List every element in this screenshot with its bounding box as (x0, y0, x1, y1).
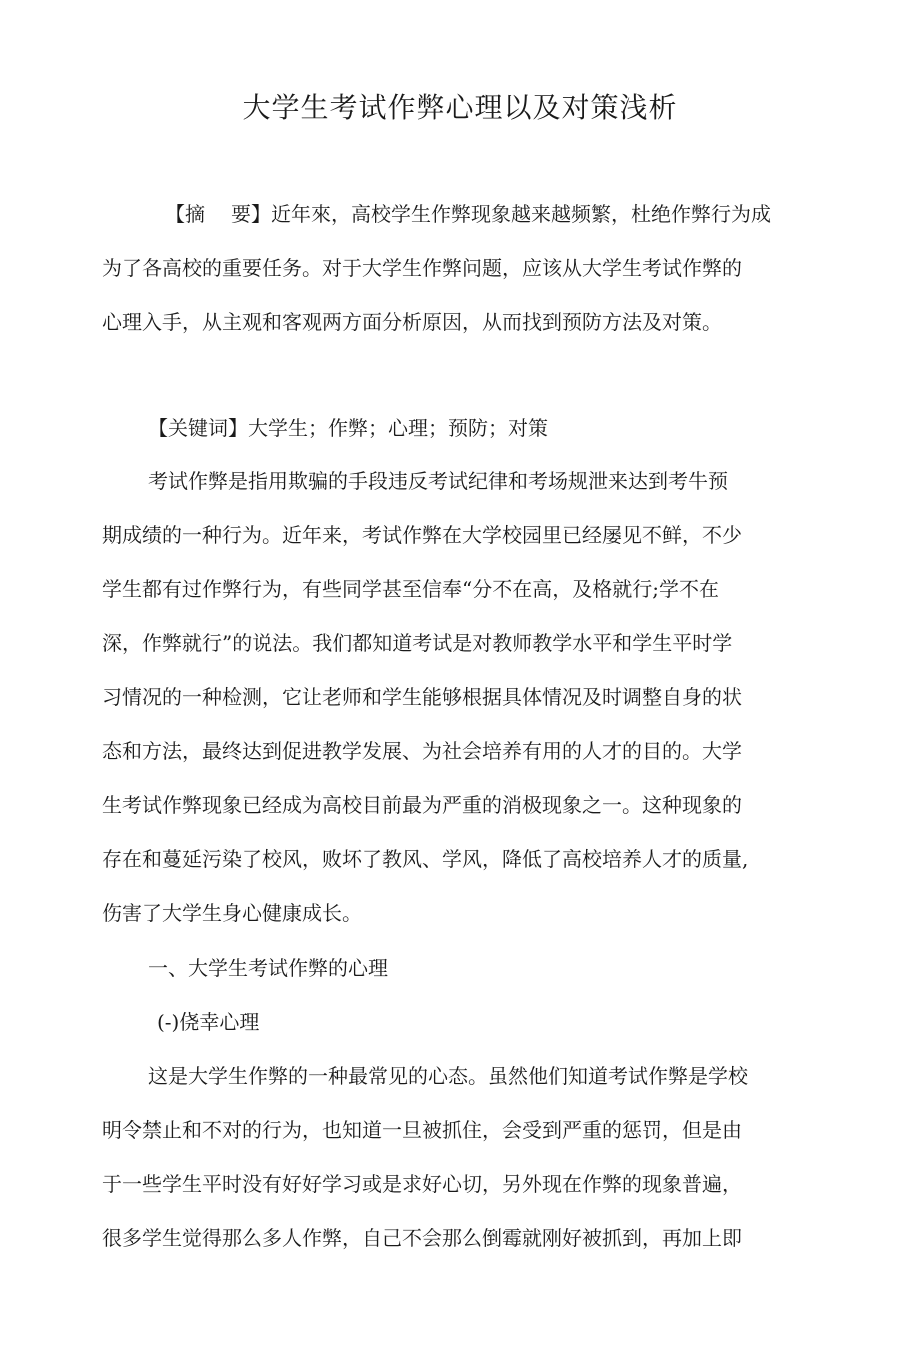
keywords-line: 【关键词】大学生；作弊；心理；预防；对策 (148, 416, 548, 440)
section-line: 很多学生觉得那么多人作弊，自己不会那么倒霉就刚好被抓到，再加上即 (102, 1226, 742, 1250)
intro-line: 深，作弊就行”的说法。我们都知道考试是对教师教学水平和学生平时学 (102, 631, 733, 655)
intro-line: 考试作弊是指用欺骗的手段违反考试纪律和考场规泄来达到考牛预 (148, 469, 728, 493)
intro-line: 伤害了大学生身心健康成长。 (102, 901, 362, 925)
intro-line: 存在和蔓延污染了校风，败坏了教风、学风，降低了高校培养人才的质量, (102, 847, 749, 871)
page-title: 大学生考试作弊心理以及对策浅析 (242, 91, 678, 124)
abstract-first-line (165, 200, 771, 228)
section-line: 这是大学生作弊的一种最常见的心态。虽然他们知道考试作弊是学校 (148, 1064, 748, 1088)
intro-line: 习情况的一种检测，它让老师和学生能够根据具体情况及时调整自身的状 (102, 685, 742, 709)
section-subheading: (-)侥幸心理 (157, 1010, 260, 1034)
section-line: 于一些学生平时没有好好学习或是求好心切，另外现在作弊的现象普遍， (102, 1172, 742, 1196)
intro-line: 期成绩的一种行为。近年来，考试作弊在大学校园里已经屡见不鲜，不少 (102, 523, 742, 547)
abstract-line: 为了各高校的重要任务。对于大学生作弊问题，应该从大学生考试作弊的 (102, 256, 742, 280)
section-heading: 一、大学生考试作弊的心理 (148, 956, 388, 980)
abstract-line: 心理入手，从主观和客观两方面分析原因，从而找到预防方法及对策。 (102, 310, 722, 334)
intro-line: 态和方法，最终达到促进教学发展、为社会培养有用的人才的目的。大学 (102, 739, 742, 763)
abstract-label-open: 【摘 (165, 202, 205, 226)
intro-line: 生考试作弊现象已经成为高校目前最为严重的消极现象之一。这种现象的 (102, 793, 742, 817)
abstract-line: 近年來，高校学生作弊现象越来越频繁，杜绝作弊行为成 (271, 202, 771, 226)
section-line: 明令禁止和不对的行为，也知道一旦被抓住，会受到严重的惩罚，但是由 (102, 1118, 742, 1142)
abstract-label (165, 200, 271, 228)
intro-line: 学生都有过作弊行为，有些同学甚至信奉“分不在高，及格就行;学不在 (102, 577, 719, 601)
abstract-label-close: 要】 (231, 202, 271, 226)
